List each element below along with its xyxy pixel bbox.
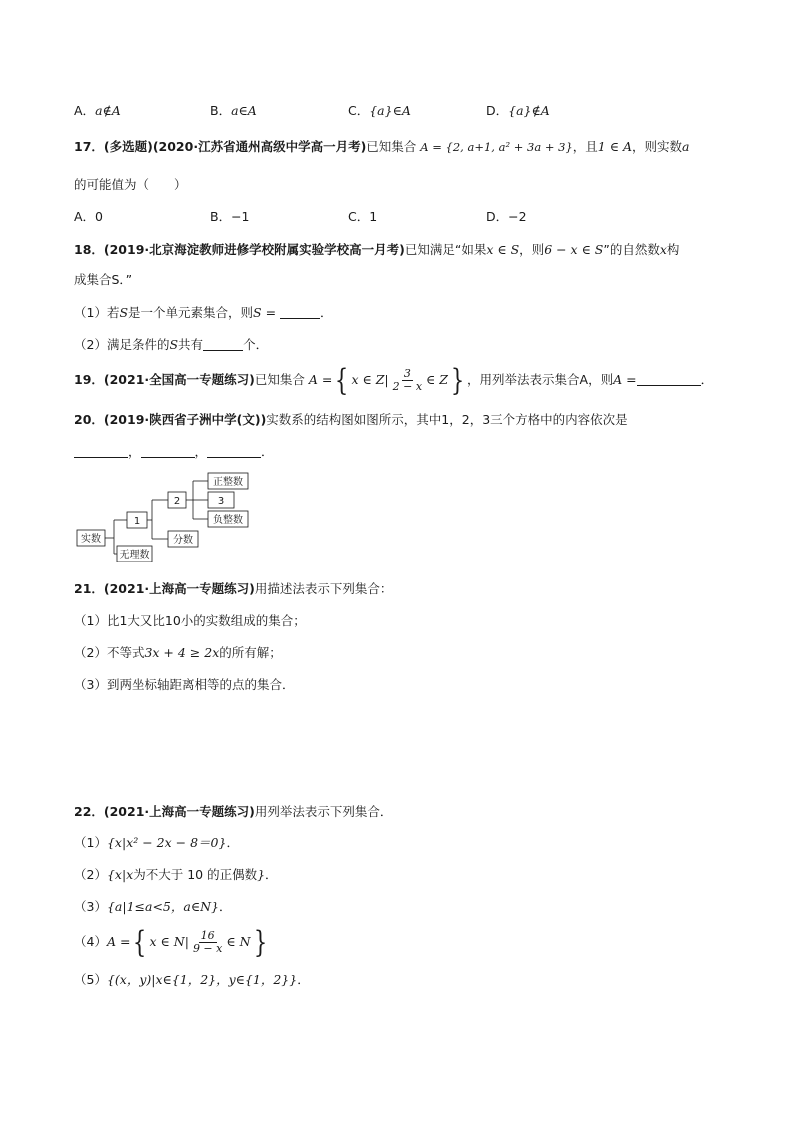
diagram-root: 实数: [81, 534, 101, 545]
q16-option-a: A．a∉A: [74, 103, 121, 118]
q18-stem-line2: 成集合S．”: [74, 272, 133, 287]
q17-stem-line2: 的可能值为（ ）: [74, 177, 187, 192]
q21-sub1: （1）比1大又比10小的实数组成的集合；: [74, 613, 306, 628]
q21-sub2: （2）不等式3x + 4 ≥ 2x的所有解；: [74, 645, 282, 660]
q19-blank[interactable]: [637, 372, 701, 386]
q18-sub2-blank[interactable]: [203, 337, 243, 351]
diagram-fraction: 分数: [173, 535, 193, 546]
q20-blank-2[interactable]: [141, 444, 195, 458]
q22-sub5: （5）{(x，y)|x∈{1，2}，y∈{1，2}}．: [74, 972, 310, 987]
q22-sub3: （3）{a|1≤a<5，a∈N}．: [74, 899, 232, 914]
q19-stem: 19．(2021·全国高一专题练习)已知集合 A ={ x ∈ Z| $\frac{3}{2 - x}$ ∈ Z} ，用列举法表示集合A，则A = ．: [74, 362, 714, 398]
q20-blanks: ， ， ．: [74, 443, 274, 461]
q18-stem: 18．(2019·北京海淀教师进修学校附属实验学校高一月考)已知满足“如果x ∈ S，则6 − x ∈ S”的自然数x构: [74, 242, 680, 257]
q22-sub2: （2）{x|x为不大于 10 的正偶数}．: [74, 867, 278, 882]
diagram-box-3: 3: [217, 496, 225, 507]
q21-sub3: （3）到两坐标轴距离相等的点的集合．: [74, 677, 295, 692]
diagram-box-1: 1: [133, 516, 141, 527]
q20-blank-3[interactable]: [207, 444, 261, 458]
q20-stem: 20．(2019·陕西省子洲中学(文))实数系的结构图如图所示，其中1，2，3三个方格中的内容依次是: [74, 412, 628, 427]
diagram-box-2: 2: [173, 496, 181, 507]
q22-sub1: （1）{x|x² − 2x − 8＝0}．: [74, 835, 239, 850]
q17-stem: 17．(多选题)(2020·江苏省通州高级中学高一月考)已知集合 A = {2, a+1, a² + 3a + 3}，且1 ∈ A，则实数a: [74, 139, 690, 154]
q18-sub1: （1）若S是一个单元素集合，则S = ．: [74, 305, 333, 320]
diagram-irrational: 无理数: [119, 550, 150, 561]
q17-option-a: A．0: [74, 209, 104, 224]
q16-option-b: B．a∈A: [210, 103, 257, 118]
real-number-structure-diagram: [76, 472, 256, 562]
q17-option-b: B．−1: [210, 209, 250, 224]
diagram-positive-integer: 正整数: [213, 477, 243, 488]
q16-option-d: D．{a}∉A: [486, 103, 550, 118]
q17-option-d: D．−2: [486, 209, 527, 224]
q18-sub1-blank[interactable]: [280, 305, 320, 319]
diagram-negative-integer: 负整数: [213, 515, 243, 526]
q20-blank-1[interactable]: [74, 444, 128, 458]
q22-stem: 22．(2021·上海高一专题练习)用列举法表示下列集合．: [74, 804, 393, 819]
q22-sub4: （4）A ={ x ∈ N| $\frac{16}{9 - x}$ ∈ N}: [74, 924, 267, 960]
q21-stem: 21．(2021·上海高一专题练习)用描述法表示下列集合：: [74, 581, 393, 596]
q17-option-c: C．1: [348, 209, 378, 224]
q16-option-c: C．{a}∈A: [348, 103, 411, 118]
q18-sub2: （2）满足条件的S共有 个．: [74, 337, 269, 352]
